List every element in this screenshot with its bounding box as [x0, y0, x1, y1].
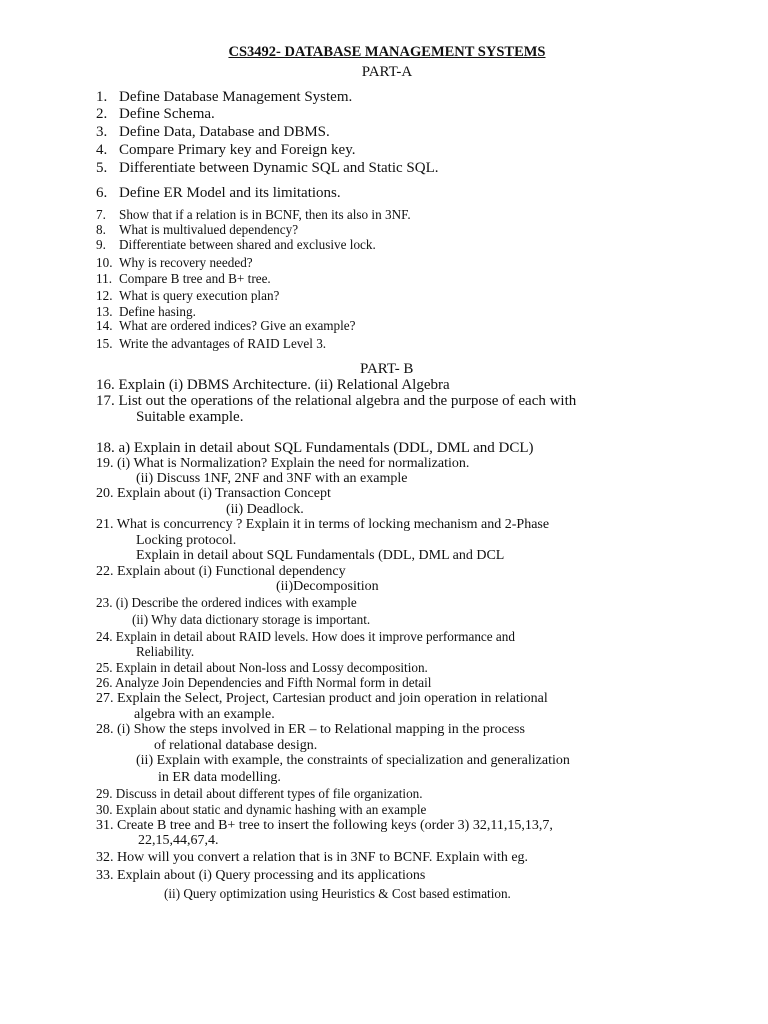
question-9 — [96, 238, 376, 251]
question-number: 1. — [96, 89, 108, 105]
question-text: Define ER Model and its limitations. — [119, 185, 341, 201]
question-5 — [96, 161, 439, 176]
question-28-continuation: of relational database design. — [154, 738, 318, 753]
question-text: Compare B tree and B+ tree. — [119, 271, 271, 286]
question-text: Differentiate between Dynamic SQL and Static SQL. — [119, 160, 439, 176]
question-number: 10. — [96, 255, 113, 270]
question-31: 31. Create B tree and B+ tree to insert the following keys (order 3) 32,11,15,13,7, — [96, 818, 553, 833]
question-26: 26. Analyze Join Dependencies and Fifth Normal form in detail — [96, 675, 432, 690]
part-b-heading: PART- B — [360, 361, 414, 377]
question-number: 12. — [96, 288, 113, 303]
question-text: Define Data, Database and DBMS. — [119, 124, 330, 140]
question-12 — [96, 289, 279, 302]
question-number: 2. — [96, 106, 108, 122]
question-20: 20. Explain about (i) Transaction Concept — [96, 486, 331, 501]
question-text: What is multivalued dependency? — [119, 222, 299, 237]
document-title: CS3492- DATABASE MANAGEMENT SYSTEMS — [228, 44, 546, 60]
question-text: Why is recovery needed? — [119, 255, 253, 270]
question-text: Define Schema. — [119, 106, 215, 122]
question-number: 7. — [96, 207, 106, 222]
question-text: Define Database Management System. — [119, 89, 353, 105]
question-17: 17. List out the operations of the relational algebra and the purpose of each with — [96, 393, 577, 409]
question-text: Compare Primary key and Foreign key. — [119, 142, 356, 158]
question-number: 14. — [96, 318, 113, 333]
question-21: 21. What is concurrency ? Explain it in terms of locking mechanism and 2-Phase — [96, 517, 550, 532]
question-7 — [96, 208, 411, 221]
question-23: 23. (i) Describe the ordered indices with example — [96, 595, 357, 610]
question-19: 19. (i) What is Normalization? Explain the need for normalization. — [96, 456, 470, 471]
question-27: 27. Explain the Select, Project, Cartesian product and join operation in relational — [96, 691, 548, 706]
question-33: 33. Explain about (i) Query processing and its applications — [96, 868, 426, 883]
question-1 — [96, 90, 352, 105]
question-8 — [96, 223, 298, 236]
question-text: Define hasing. — [119, 304, 196, 319]
question-30: 30. Explain about static and dynamic hashing with an example — [96, 802, 427, 817]
question-15 — [96, 337, 326, 350]
question-22: 22. Explain about (i) Functional dependency — [96, 564, 346, 579]
question-number: 11. — [96, 271, 112, 286]
question-22-part-ii: (ii)Decomposition — [276, 579, 379, 594]
question-4 — [96, 143, 355, 158]
question-number: 6. — [96, 185, 108, 201]
question-29: 29. Discuss in detail about different types of file organization. — [96, 786, 423, 801]
question-text: Write the advantages of RAID Level 3. — [119, 336, 327, 351]
question-18: 18. a) Explain in detail about SQL Fundamentals (DDL, DML and DCL) — [96, 440, 534, 456]
question-10 — [96, 256, 253, 269]
question-27-continuation: algebra with an example. — [134, 707, 275, 722]
question-number: 4. — [96, 142, 108, 158]
question-16: 16. Explain (i) DBMS Architecture. (ii) Relational Algebra — [96, 377, 450, 393]
question-14 — [96, 319, 356, 332]
question-31-continuation: 22,15,44,67,4. — [138, 833, 219, 848]
question-21-extra: Explain in detail about SQL Fundamentals (DDL, DML and DCL — [136, 548, 505, 563]
question-number: 8. — [96, 222, 106, 237]
question-number: 3. — [96, 124, 108, 140]
question-text: Show that if a relation is in BCNF, then its also in 3NF. — [119, 207, 411, 222]
question-number: 15. — [96, 336, 113, 351]
question-23-part-ii: (ii) Why data dictionary storage is important. — [132, 612, 371, 627]
question-32: 32. How will you convert a relation that is in 3NF to BCNF. Explain with eg. — [96, 850, 529, 865]
question-11 — [96, 272, 271, 285]
question-28-part-ii-continuation: in ER data modelling. — [158, 770, 281, 785]
question-number: 5. — [96, 160, 108, 176]
question-25: 25. Explain in detail about Non-loss and Lossy decomposition. — [96, 660, 428, 675]
question-13 — [96, 305, 196, 318]
question-21-continuation: Locking protocol. — [136, 533, 237, 548]
question-19-part-ii: (ii) Discuss 1NF, 2NF and 3NF with an example — [136, 471, 408, 486]
question-text: What are ordered indices? Give an example? — [119, 318, 356, 333]
question-17-continuation: Suitable example. — [136, 409, 244, 425]
question-2 — [96, 107, 215, 122]
question-20-part-ii: (ii) Deadlock. — [226, 502, 304, 517]
question-28-part-ii: (ii) Explain with example, the constraints of specialization and generalization — [136, 753, 570, 768]
question-28: 28. (i) Show the steps involved in ER – to Relational mapping in the process — [96, 722, 525, 737]
question-33-part-ii: (ii) Query optimization using Heuristics & Cost based estimation. — [164, 886, 511, 901]
question-text: What is query execution plan? — [119, 288, 280, 303]
question-text: Differentiate between shared and exclusive lock. — [119, 237, 376, 252]
part-a-heading: PART-A — [361, 64, 413, 80]
question-24: 24. Explain in detail about RAID levels. How does it improve performance and — [96, 629, 515, 644]
question-number: 13. — [96, 304, 113, 319]
question-24-continuation: Reliability. — [136, 644, 195, 659]
question-number: 9. — [96, 237, 106, 252]
question-6 — [96, 186, 341, 201]
question-3 — [96, 125, 330, 140]
